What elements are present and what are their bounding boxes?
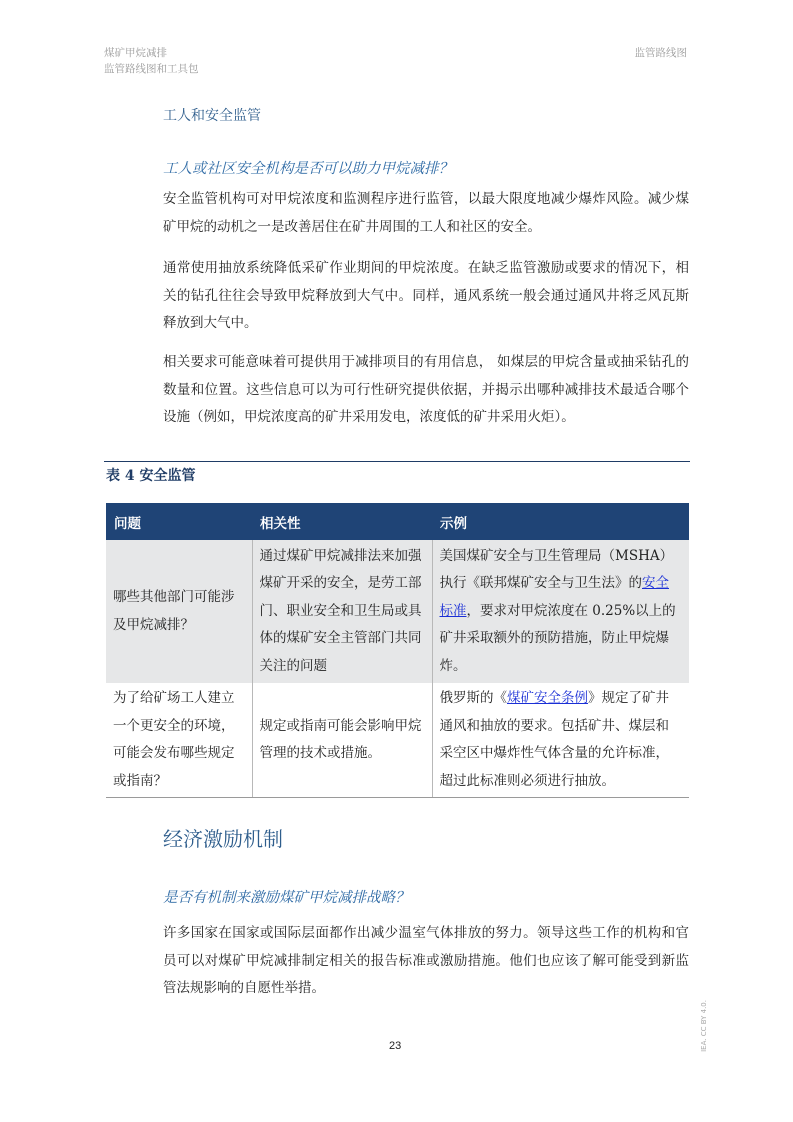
example-text: ，要求对甲烷浓度在 0.25%以上的矿井采取额外的预防措施，防止甲烷爆炸。 — [439, 602, 676, 674]
question-heading-incentives: 是否有机制来激励煤矿甲烷减排战略？ — [163, 890, 410, 906]
section-heading-economic-incentives: 经济激励机制 — [163, 827, 283, 851]
header-doc-title: 煤矿甲烷减排 — [104, 47, 167, 59]
header-doc-subtitle: 监管路线图和工具包 — [104, 63, 199, 75]
example-text: 》规定了矿井通风和抽放的要求。包括矿井、煤层和采空区中爆炸性气体含量的允许标准，超过此标准则必须进行抽放。 — [439, 690, 669, 789]
coal-mine-safety-rules-link[interactable]: 煤矿安全条例 — [507, 690, 588, 706]
column-header-issue: 问题 — [106, 503, 252, 540]
page-number: 23 — [389, 1040, 402, 1052]
running-header-left — [104, 45, 199, 77]
paragraph: 通常使用抽放系统降低采矿作业期间的甲烷浓度。在缺乏监管激励或要求的情况下，相关的钻孔往往会导致甲烷释放到大气中。同样，通风系统一般会通过通风井将乏风瓦斯释放到大气中。 — [163, 260, 689, 331]
example-text: 俄罗斯的《 — [439, 690, 507, 706]
cell-issue: 为了给矿场工人建立一个更安全的环境，可能会发布哪些规定或指南？ — [106, 683, 252, 798]
safety-standards-link[interactable]: 安全标准 — [439, 575, 669, 619]
column-header-example: 示例 — [432, 503, 689, 540]
cell-relevance: 通过煤矿甲烷减排法来加强煤矿开采的安全，是劳工部门、职业安全和卫生局或具体的煤矿安全主管部门共同关注的问题 — [252, 540, 432, 683]
paragraph: 相关要求可能意味着可提供用于减排项目的有用信息， 如煤层的甲烷含量或抽采钻孔的数量和位置。这些信息可以为可行性研究提供依据，并揭示出哪种减排技术最适合哪个设施（例如，甲烷浓度高的矿井采用发电，浓度低的矿井采用火炬）。 — [163, 354, 689, 425]
table-row — [106, 683, 689, 798]
example-text: 美国煤矿安全与卫生管理局（MSHA）执行《联邦煤矿安全与卫生法》的 — [439, 547, 674, 592]
cell-relevance: 规定或指南可能会影响甲烷管理的技术或措施。 — [252, 683, 432, 798]
cell-issue: 哪些其他部门可能涉及甲烷减排？ — [106, 540, 252, 683]
paragraph: 安全监管机构可对甲烷浓度和监测程序进行监管，以最大限度地减少爆炸风险。减少煤矿甲烷的动机之一是改善居住在矿井周围的工人和社区的安全。 — [163, 191, 689, 235]
table-caption: 表 4 安全监管 — [106, 468, 196, 484]
running-header-right: 监管路线图 — [634, 47, 687, 59]
table-row — [106, 540, 689, 683]
section-heading-safety: 工人和安全监管 — [163, 108, 261, 124]
cell-example — [432, 540, 689, 683]
column-header-relevance: 相关性 — [252, 503, 432, 540]
question-heading-safety: 工人或社区安全机构是否可以助力甲烷减排？ — [163, 161, 453, 177]
table-header-row — [106, 503, 689, 540]
cell-example — [432, 683, 689, 798]
safety-regulation-table — [106, 503, 689, 798]
paragraph: 许多国家在国家或国际层面都作出减少温室气体排放的努力。领导这些工作的机构和官员可以对煤矿甲烷减排制定相关的报告标准或激励措施。他们也应该了解可能受到新监管法规影响的自愿性举措。 — [163, 925, 689, 996]
license-credit: IEA. CC BY 4.0. — [700, 1000, 708, 1052]
table-top-rule — [104, 461, 690, 462]
